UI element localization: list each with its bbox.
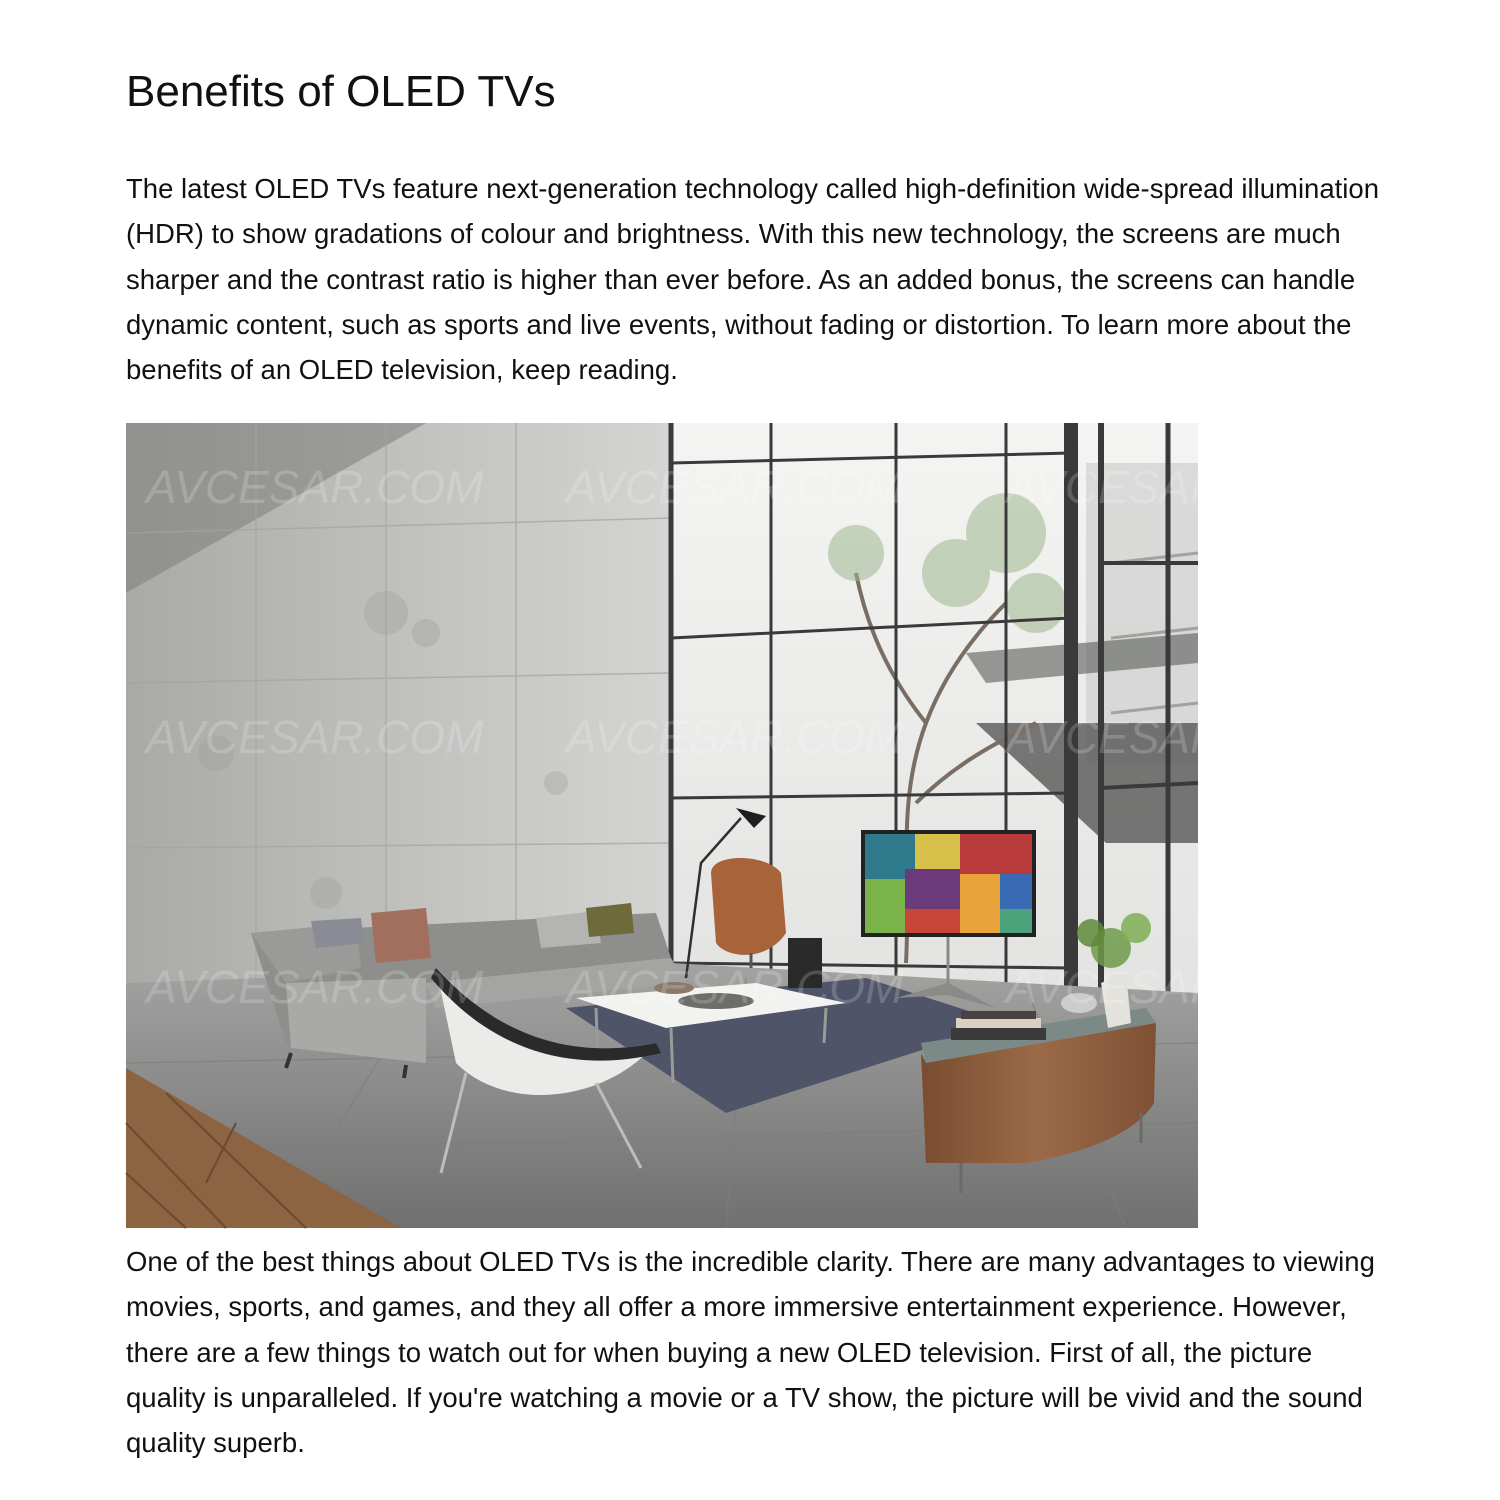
page-title: Benefits of OLED TVs <box>126 67 556 116</box>
watermark: AVCESAR.COM <box>146 711 484 763</box>
watermark: AVCESAR.COM <box>1006 711 1344 763</box>
watermark: AVCESAR.COM <box>566 461 904 513</box>
watermark: AVCESAR.COM <box>146 461 484 513</box>
watermark: AVCESAR.COM <box>1006 461 1344 513</box>
clarity-paragraph: One of the best things about OLED TVs is the incredible clarity. There are many advantages to viewing movies, sports, and games, and they all offer a more immersive entertainment experience. However, there are a few things to watch out for when buying a new OLED television. First of all, the picture quality is unparalleled. If you're watching a movie or a TV show, the picture will be vivid and the sound quality superb. <box>126 1246 1375 1459</box>
intro-paragraph: The latest OLED TVs feature next-generation technology called high-definition wide-spread illumination (HDR) to show gradations of colour and brightness. With this new technology, the screens are much sharper and the contrast ratio is higher than ever before. As an added bonus, the screens can handle dynamic content, such as sports and live events, without fading or distortion. To learn more about the benefits of an OLED television, keep reading. <box>126 173 1379 386</box>
watermark: AVCESAR.COM <box>566 711 904 763</box>
watermark: AVCESAR.COM <box>146 961 484 1013</box>
watermark: AVCESAR.COM <box>566 961 904 1013</box>
watermark: AVCESAR.COM <box>1006 961 1344 1013</box>
living-room-photo <box>126 423 1344 1228</box>
